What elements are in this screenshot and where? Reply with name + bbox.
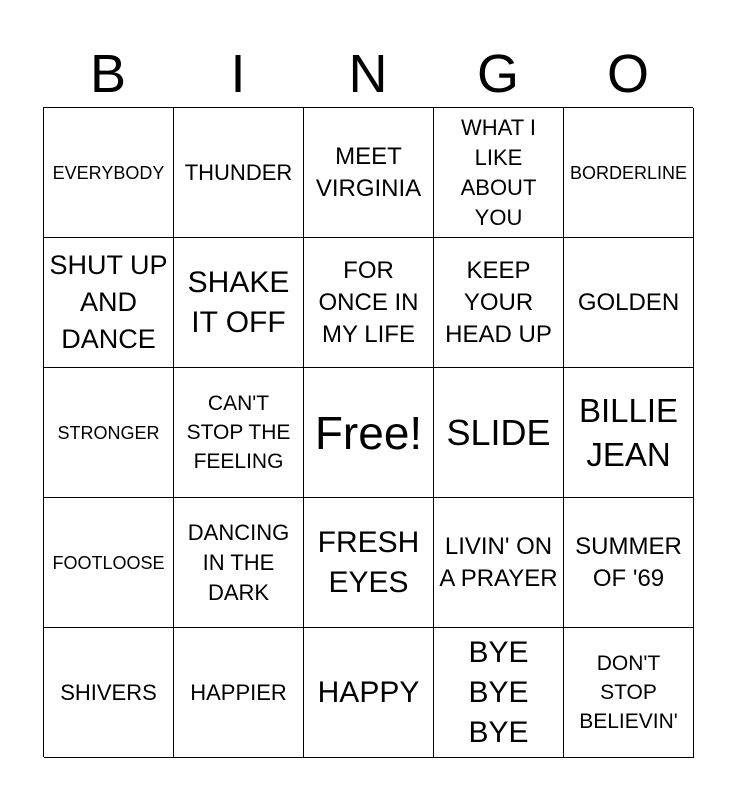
header-letter-b: B <box>89 44 127 104</box>
free-space-cell[interactable] <box>304 368 434 498</box>
bingo-cell[interactable] <box>434 628 564 758</box>
cell-text: CAN'T STOP THE FEELING <box>186 392 291 473</box>
header-letter-g: G <box>476 44 519 104</box>
free-space-text: Free! <box>314 406 423 459</box>
bingo-cell[interactable] <box>44 368 174 498</box>
cell-text: SLIDE <box>446 411 551 453</box>
cell-text: SHIVERS <box>60 679 157 705</box>
header-letter-n: N <box>348 44 388 104</box>
cell-text: SUMMER OF '69 <box>575 532 682 592</box>
bingo-cell[interactable] <box>174 108 304 238</box>
cell-text: BILLIE JEAN <box>578 391 679 473</box>
bingo-cell[interactable] <box>434 108 564 238</box>
cell-text: FOR ONCE IN MY LIFE <box>318 256 419 348</box>
cell-text: THUNDER <box>184 159 293 185</box>
bingo-header <box>43 40 693 108</box>
cell-text: BYE BYE BYE <box>468 635 529 749</box>
cell-text: SHUT UP AND DANCE <box>49 250 168 354</box>
bingo-cell[interactable] <box>564 108 694 238</box>
cell-text: SHAKE IT OFF <box>187 265 290 339</box>
cell-text: GOLDEN <box>577 288 680 316</box>
bingo-cell[interactable] <box>174 238 304 368</box>
cell-text: FRESH EYES <box>317 525 420 599</box>
bingo-cell[interactable] <box>44 498 174 628</box>
bingo-cell[interactable] <box>564 238 694 368</box>
bingo-cell[interactable] <box>304 108 434 238</box>
bingo-cell[interactable] <box>44 108 174 238</box>
bingo-cell[interactable] <box>434 498 564 628</box>
cell-text: HAPPY <box>317 675 420 709</box>
cell-text: BORDERLINE <box>569 162 688 183</box>
cell-text: HAPPIER <box>190 679 287 705</box>
bingo-cell[interactable] <box>304 498 434 628</box>
cell-text: LIVIN' ON A PRAYER <box>439 532 558 592</box>
bingo-cell[interactable] <box>174 368 304 498</box>
header-letter-i: I <box>230 44 246 104</box>
bingo-cell[interactable] <box>434 238 564 368</box>
bingo-cell[interactable] <box>564 498 694 628</box>
bingo-cell[interactable] <box>304 628 434 758</box>
bingo-cell[interactable] <box>564 368 694 498</box>
cell-text: DANCING IN THE DARK <box>187 519 290 605</box>
bingo-cell[interactable] <box>434 368 564 498</box>
cell-text: FOOTLOOSE <box>52 552 165 573</box>
bingo-cell[interactable] <box>174 498 304 628</box>
cell-text: STRONGER <box>57 422 160 443</box>
cell-text: KEEP YOUR HEAD UP <box>445 256 552 348</box>
bingo-cell[interactable] <box>44 628 174 758</box>
bingo-cell[interactable] <box>304 238 434 368</box>
cell-text: DON'T STOP BELIEVIN' <box>579 652 678 733</box>
bingo-cell[interactable] <box>44 238 174 368</box>
bingo-card-grid <box>43 107 693 757</box>
cell-text: EVERYBODY <box>52 162 165 183</box>
cell-text: MEET VIRGINIA <box>315 142 422 202</box>
cell-text: WHAT I LIKE ABOUT YOU <box>460 114 537 230</box>
bingo-cell[interactable] <box>564 628 694 758</box>
header-letter-o: O <box>606 44 649 104</box>
bingo-cell[interactable] <box>174 628 304 758</box>
